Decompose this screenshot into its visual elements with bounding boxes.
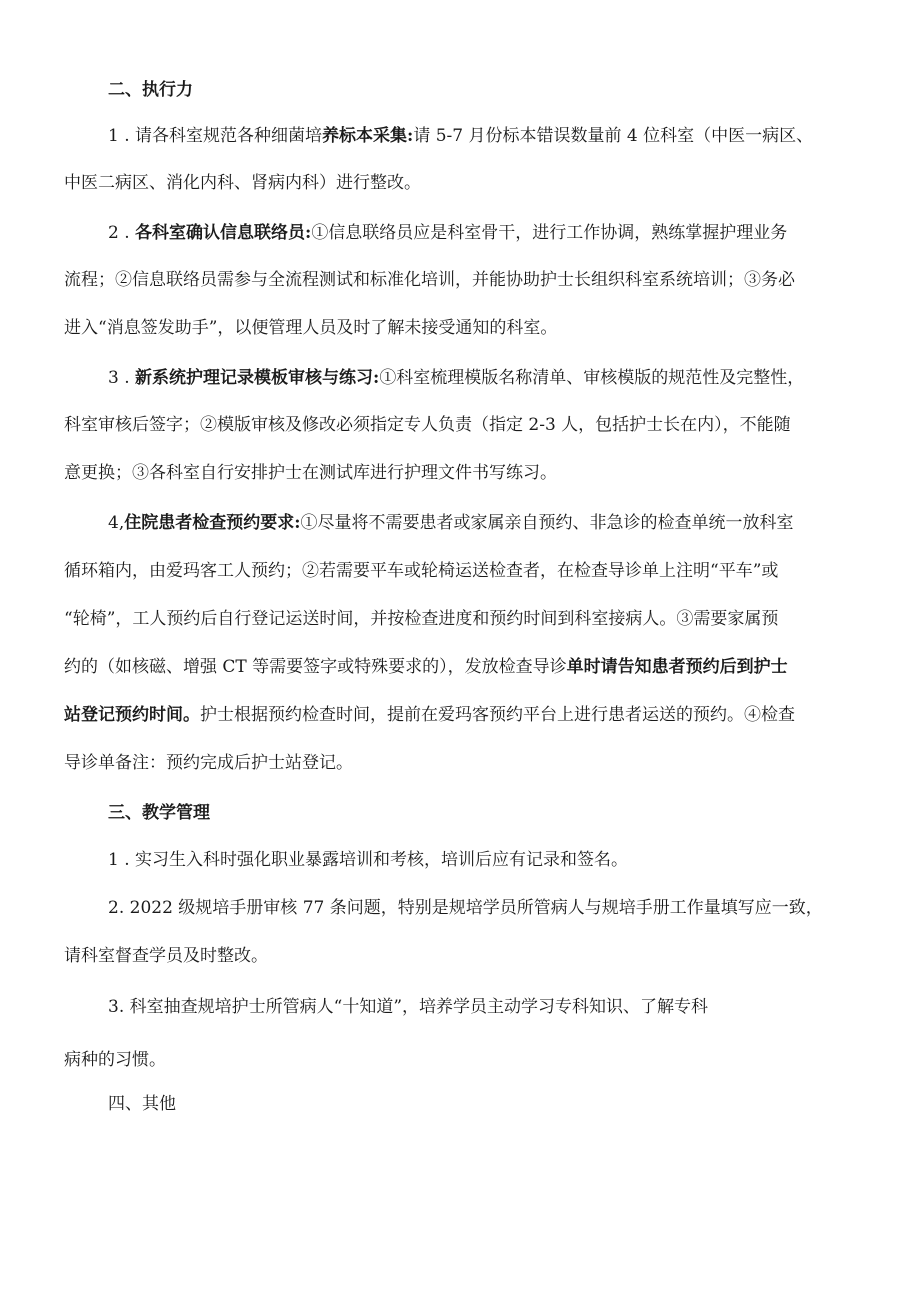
bold-text-run: 站登记预约时间。: [64, 705, 200, 725]
bold-text-run: 住院患者检查预约要求:: [124, 513, 301, 533]
section-heading-other: 四、其他: [108, 1094, 176, 1114]
teaching-item-2-line-1: 2. 2022 级规培手册审核 77 条问题，特别是规培学员所管病人与规培手册工作量填写应一致，: [108, 898, 823, 918]
text-run: 约的（如核磁、增强 CT 等需要签字或特殊要求的），发放检查导诊: [64, 657, 567, 677]
teaching-item-1: 1 . 实习生入科时强化职业暴露培训和考核，培训后应有记录和签名。: [108, 850, 629, 870]
bold-text-run: 各科室确认信息联络员:: [135, 223, 312, 243]
teaching-item-3-line-1: 3. 科室抽查规培护士所管病人“十知道”，培养学员主动学习专科知识、了解专科: [108, 997, 709, 1017]
text-run: 4,: [108, 513, 125, 533]
bold-text-run: 养标本采集:: [322, 126, 414, 146]
text-run: 护士根据预约检查时间，提前在爱玛客预约平台上进行患者运送的预约。④检查: [200, 705, 795, 725]
paragraph-item-4-line-1: [108, 511, 794, 535]
section-heading-execution: 二、执行力: [108, 80, 193, 100]
text-run: ①尽量将不需要患者或家属亲自预约、非急诊的检查单统一放科室: [300, 513, 794, 533]
paragraph-item-2-line-1: [108, 221, 787, 245]
paragraph-item-3-line-2: 科室审核后签字；②模版审核及修改必须指定专人负责（指定 2-3 人，包括护士长在内），不能随: [64, 415, 791, 435]
text-run: ①信息联络员应是科室骨干，进行工作协调，熟练掌握护理业务: [311, 223, 788, 243]
paragraph-item-4-line-4: [64, 655, 788, 679]
paragraph-item-1-line-1: [108, 124, 813, 148]
paragraph-item-4-line-2: 循环箱内，由爱玛客工人预约；②若需要平车或轮椅运送检查者，在检查导诊单上注明“平车”或: [64, 561, 779, 581]
paragraph-item-3-line-1: [108, 366, 804, 390]
paragraph-item-3-line-3: 意更换；③各科室自行安排护士在测试库进行护理文件书写练习。: [64, 463, 557, 483]
text-run: 3 .: [108, 368, 136, 388]
section-heading-teaching: 三、教学管理: [108, 803, 210, 823]
text-run: ①科室梳理模版名称清单、审核模版的规范性及完整性，: [379, 368, 805, 388]
bold-text-run: 新系统护理记录模板审核与练习:: [135, 368, 380, 388]
paragraph-item-4-line-3: “轮椅”，工人预约后自行登记运送时间，并按检查进度和预约时间到科室接病人。③需要家属预: [64, 609, 779, 629]
paragraph-item-4-line-6: 导诊单备注：预约完成后护士站登记。: [64, 753, 353, 773]
bold-text-run: 单时请告知患者预约后到护士: [566, 657, 788, 677]
text-run: 请 5-7 月份标本错误数量前 4 位科室（中医一病区、: [413, 126, 814, 146]
paragraph-item-2-line-2: 流程；②信息联络员需参与全流程测试和标准化培训，并能协助护士长组织科室系统培训；③务必: [64, 270, 795, 290]
text-run: 2 .: [108, 223, 136, 243]
paragraph-item-2-line-3: 进入“消息签发助手”，以便管理人员及时了解未接受通知的科室。: [64, 318, 558, 338]
teaching-item-2-line-2: 请科室督查学员及时整改。: [64, 946, 268, 966]
text-run: 1 . 请各科室规范各种细菌培: [108, 126, 323, 146]
paragraph-item-1-line-2: 中医二病区、消化内科、肾病内科）进行整改。: [64, 173, 421, 193]
paragraph-item-4-line-5: [64, 703, 795, 727]
teaching-item-3-line-2: 病种的习惯。: [64, 1050, 166, 1070]
